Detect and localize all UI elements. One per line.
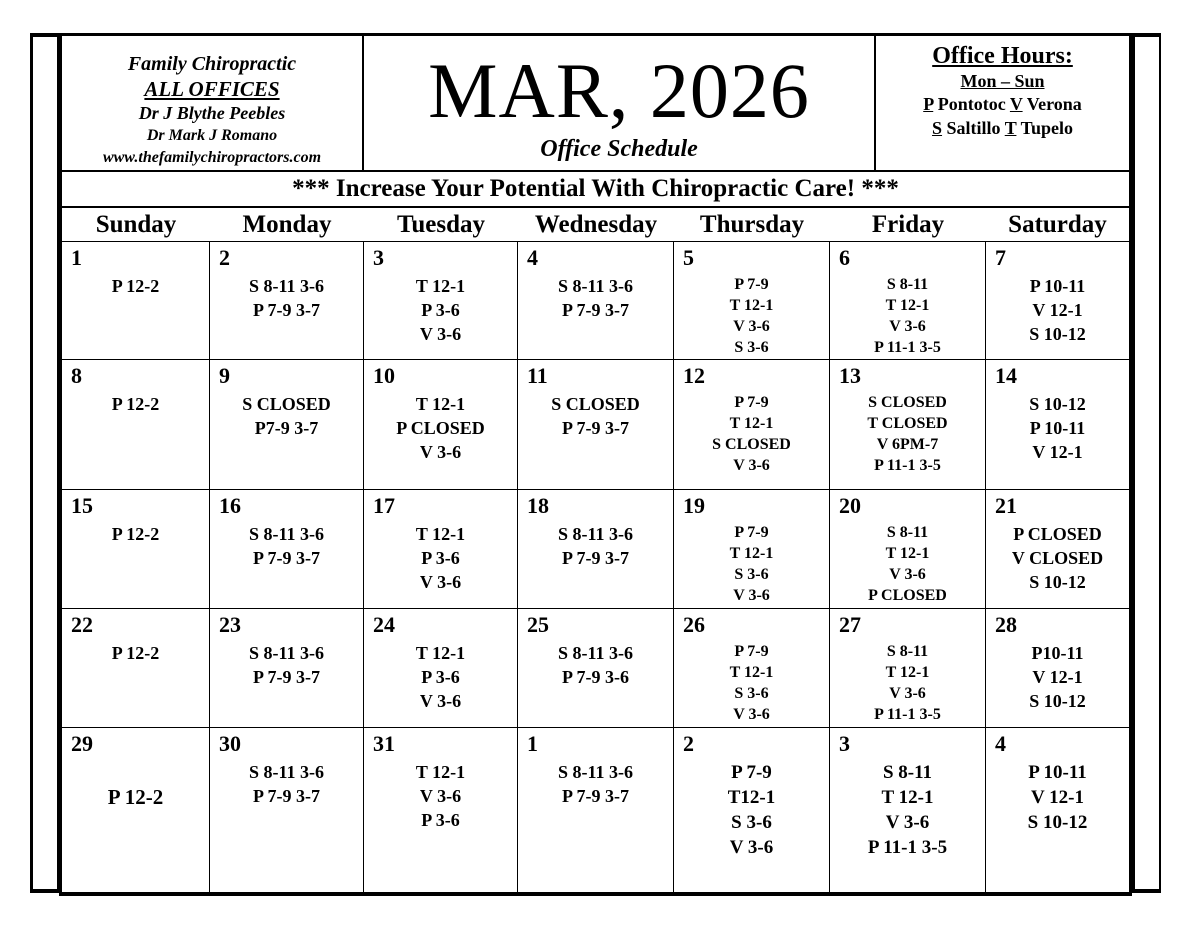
- schedule-entry: P 3-6: [421, 300, 460, 320]
- schedule-entry: V 3-6: [419, 324, 462, 344]
- day-number: 13: [839, 363, 861, 388]
- weekday-header: Thursday: [699, 211, 805, 238]
- schedule-entry: S 8-11 3-6: [557, 643, 633, 663]
- schedule-entry: T 12-1: [885, 545, 930, 562]
- day-number: 3: [839, 731, 850, 756]
- schedule-entry: P 7-9 3-7: [253, 667, 320, 687]
- day-cell: [364, 609, 518, 728]
- schedule-entry: V 6PM-7: [876, 436, 939, 453]
- legend-code: T: [1004, 118, 1017, 138]
- schedule-entry: P 7-9: [734, 394, 769, 411]
- schedule-entry: V 3-6: [729, 837, 774, 858]
- schedule-entry: T 12-1: [729, 545, 774, 562]
- slogan-banner: *** Increase Your Potential With Chiropractic Care! ***: [62, 172, 1129, 208]
- schedule-entry: V 3-6: [885, 812, 930, 833]
- schedule-lines: [830, 641, 985, 725]
- title-block: [364, 36, 874, 170]
- day-cell: [364, 360, 518, 490]
- schedule-entry: V 3-6: [889, 685, 926, 702]
- weekday-header: Monday: [242, 211, 332, 238]
- schedule-entry: P 11-1 3-5: [867, 837, 948, 858]
- schedule-lines: [674, 760, 829, 860]
- schedule-entry: P 7-9: [734, 276, 769, 293]
- day-number: 8: [71, 363, 82, 388]
- schedule-lines: [986, 392, 1129, 464]
- schedule-entry: S CLOSED: [712, 436, 791, 453]
- schedule-entry: P 11-1 3-5: [874, 457, 941, 474]
- calendar-grid: [62, 241, 1129, 893]
- schedule-lines: [210, 641, 363, 689]
- schedule-lines: [674, 274, 829, 358]
- schedule-entry: P 7-9 3-7: [562, 786, 629, 806]
- schedule-entry: P 3-6: [421, 667, 460, 687]
- day-number: 1: [527, 731, 538, 756]
- schedule-entry: V 3-6: [419, 442, 462, 462]
- weekday-header: Friday: [871, 211, 945, 238]
- schedule-entry: S 8-11 3-6: [557, 762, 633, 782]
- schedule-entry: S CLOSED: [551, 394, 640, 414]
- schedule-lines: [62, 522, 209, 546]
- schedule-entry: S 8-11 3-6: [557, 524, 633, 544]
- schedule-entry: P 11-1 3-5: [874, 706, 941, 723]
- schedule-lines: [830, 522, 985, 606]
- day-cell: [518, 728, 674, 893]
- day-cell: [986, 728, 1129, 893]
- schedule-entry: V 3-6: [419, 572, 462, 592]
- schedule-lines: [210, 392, 363, 440]
- schedule-lines: [210, 522, 363, 570]
- schedule-entry: P 7-9 3-6: [562, 667, 629, 687]
- schedule-entry: P 12-2: [111, 394, 160, 414]
- schedule-entry: P7-9 3-7: [254, 418, 319, 438]
- schedule-entry: P CLOSED: [396, 418, 485, 438]
- day-cell: [830, 609, 986, 728]
- schedule-lines: [986, 641, 1129, 713]
- schedule-entry: P 7-9 3-7: [253, 300, 320, 320]
- schedule-entry: P 7-9 3-7: [562, 548, 629, 568]
- legend-office: Pontotoc: [933, 94, 1010, 114]
- day-cell: [986, 490, 1129, 609]
- day-number: 3: [373, 245, 384, 270]
- day-number: 16: [219, 493, 241, 518]
- day-number: 18: [527, 493, 549, 518]
- day-number: 29: [71, 731, 93, 756]
- schedule-entry: T 12-1: [415, 643, 466, 663]
- schedule-entry: P 10-11: [1028, 762, 1087, 783]
- weekday-header: Tuesday: [396, 211, 485, 238]
- schedule-entry: T 12-1: [885, 297, 930, 314]
- schedule-entry: V 12-1: [1031, 787, 1084, 808]
- day-number: 15: [71, 493, 93, 518]
- schedule-lines: [62, 784, 209, 810]
- day-number: 14: [995, 363, 1017, 388]
- schedule-lines: [364, 641, 517, 713]
- day-cell: [518, 609, 674, 728]
- day-cell: [518, 490, 674, 609]
- schedule-entry: S 10-12: [1029, 324, 1086, 344]
- schedule-entry: S 8-11: [882, 762, 933, 783]
- day-number: 25: [527, 612, 549, 637]
- schedule-lines: [986, 760, 1129, 835]
- schedule-entry: S 8-11 3-6: [248, 643, 324, 663]
- day-cell: [674, 609, 830, 728]
- day-cell: [210, 609, 364, 728]
- schedule-entry: T 12-1: [415, 276, 466, 296]
- weekday-header: Wednesday: [534, 211, 658, 238]
- day-number: 24: [373, 612, 395, 637]
- day-number: 30: [219, 731, 241, 756]
- schedule-entry: S 10-12: [1029, 572, 1086, 592]
- schedule-entry: P 12-2: [111, 524, 160, 544]
- schedule-entry: P 7-9: [734, 643, 769, 660]
- schedule-lines: [830, 392, 985, 476]
- schedule-entry: T 12-1: [729, 415, 774, 432]
- schedule-lines: [518, 641, 673, 689]
- office-legend-2: [876, 116, 1129, 140]
- schedule-entry: S 8-11: [886, 276, 929, 293]
- schedule-lines: [674, 522, 829, 606]
- legend-office: Tupelo: [1016, 118, 1073, 138]
- schedule-entry: S 8-11 3-6: [248, 762, 324, 782]
- legend-code: S: [932, 118, 943, 138]
- schedule-entry: S 3-6: [731, 812, 772, 833]
- day-number: 10: [373, 363, 395, 388]
- day-number: 5: [683, 245, 694, 270]
- schedule-entry: P 7-9: [731, 762, 772, 783]
- schedule-entry: S 8-11 3-6: [557, 276, 633, 296]
- schedule-entry: S 10-12: [1027, 812, 1088, 833]
- doctor-1: Dr J Blythe Peebles: [138, 103, 286, 123]
- schedule-entry: V 12-1: [1032, 300, 1083, 320]
- day-number: 9: [219, 363, 230, 388]
- schedule-lines: [674, 392, 829, 476]
- doctor-2: Dr Mark J Romano: [146, 127, 278, 144]
- day-cell: [364, 241, 518, 360]
- schedule-entry: P CLOSED: [868, 587, 947, 604]
- schedule-entry: T 12-1: [415, 524, 466, 544]
- day-cell: [62, 241, 210, 360]
- schedule-entry: P 3-6: [421, 548, 460, 568]
- left-border-bar: [30, 33, 59, 893]
- day-cell: [62, 609, 210, 728]
- schedule-lines: [364, 760, 517, 832]
- legend-office: Verona: [1022, 94, 1082, 114]
- schedule-lines: [364, 274, 517, 346]
- schedule-lines: [364, 392, 517, 464]
- office-legend-1: [876, 92, 1129, 116]
- day-number: 21: [995, 493, 1017, 518]
- schedule-entry: P 12-2: [107, 785, 164, 809]
- schedule-entry: V CLOSED: [1011, 548, 1104, 568]
- schedule-entry: P 12-2: [111, 276, 160, 296]
- day-number: 2: [219, 245, 230, 270]
- schedule-entry: T 12-1: [729, 664, 774, 681]
- schedule-lines: [518, 760, 673, 808]
- schedule-lines: [986, 274, 1129, 346]
- schedule-entry: P 10-11: [1029, 418, 1086, 438]
- day-cell: [518, 241, 674, 360]
- schedule-lines: [62, 392, 209, 416]
- schedule-entry: P CLOSED: [1013, 524, 1102, 544]
- weekday-header: Sunday: [95, 211, 177, 238]
- schedule-entry: V 3-6: [733, 706, 770, 723]
- schedule-lines: [518, 392, 673, 440]
- day-cell: [986, 360, 1129, 490]
- schedule-lines: [830, 274, 985, 358]
- day-cell: [830, 241, 986, 360]
- legend-office: Saltillo: [942, 118, 1005, 138]
- day-cell: [62, 728, 210, 893]
- day-cell: [210, 728, 364, 893]
- day-number: 6: [839, 245, 850, 270]
- schedule-entry: V 12-1: [1032, 442, 1083, 462]
- offices-label: ALL OFFICES: [144, 77, 280, 101]
- page-title: MAR, 2026: [428, 47, 810, 134]
- schedule-entry: P 7-9: [734, 524, 769, 541]
- day-number: 17: [373, 493, 395, 518]
- legend-code: P: [923, 94, 934, 114]
- day-number: 7: [995, 245, 1006, 270]
- schedule-entry: V 3-6: [889, 566, 926, 583]
- schedule-lines: [210, 274, 363, 322]
- schedule-entry: T 12-1: [881, 787, 934, 808]
- schedule-lines: [830, 760, 985, 860]
- schedule-entry: P 7-9 3-7: [562, 418, 629, 438]
- day-number: 4: [527, 245, 538, 270]
- schedule-entry: T CLOSED: [867, 415, 948, 432]
- day-number: 19: [683, 493, 705, 518]
- schedule-entry: P 7-9 3-7: [562, 300, 629, 320]
- day-cell: [62, 360, 210, 490]
- day-number: 22: [71, 612, 93, 637]
- schedule-entry: T12-1: [727, 787, 776, 808]
- calendar-sheet: [59, 33, 1132, 896]
- schedule-entry: P 3-6: [421, 810, 460, 830]
- schedule-entry: S 3-6: [734, 685, 769, 702]
- legend-code: V: [1009, 94, 1023, 114]
- day-number: 12: [683, 363, 705, 388]
- schedule-entry: S 10-12: [1029, 394, 1086, 414]
- schedule-entry: S 8-11: [886, 524, 929, 541]
- schedule-entry: V 3-6: [419, 691, 462, 711]
- page-subtitle: Office Schedule: [540, 136, 698, 162]
- schedule-entry: S 10-12: [1029, 691, 1086, 711]
- schedule-lines: [986, 522, 1129, 594]
- schedule-entry: V 3-6: [733, 318, 770, 335]
- schedule-entry: S 8-11 3-6: [248, 524, 324, 544]
- day-number: 27: [839, 612, 861, 637]
- day-number: 1: [71, 245, 82, 270]
- day-cell: [518, 360, 674, 490]
- day-number: 26: [683, 612, 705, 637]
- schedule-entry: S CLOSED: [242, 394, 331, 414]
- schedule-entry: T 12-1: [415, 762, 466, 782]
- day-cell: [210, 241, 364, 360]
- practice-name: Family Chiropractic: [127, 53, 297, 75]
- schedule-entry: P 11-1 3-5: [874, 339, 941, 356]
- day-cell: [62, 490, 210, 609]
- day-cell: [674, 241, 830, 360]
- day-cell: [674, 490, 830, 609]
- practice-info: [62, 36, 364, 170]
- schedule-entry: P 7-9 3-7: [253, 786, 320, 806]
- schedule-entry: V 3-6: [733, 457, 770, 474]
- day-cell: [364, 490, 518, 609]
- day-cell: [986, 609, 1129, 728]
- day-number: 4: [995, 731, 1006, 756]
- day-cell: [210, 490, 364, 609]
- day-cell: [210, 360, 364, 490]
- header: [62, 36, 1129, 172]
- office-hours-title: Office Hours:: [932, 43, 1073, 69]
- day-cell: [986, 241, 1129, 360]
- schedule-entry: S CLOSED: [868, 394, 947, 411]
- schedule-entry: P 12-2: [111, 643, 160, 663]
- schedule-entry: V 12-1: [1032, 667, 1083, 687]
- schedule-entry: S 3-6: [734, 566, 769, 583]
- schedule-entry: P 7-9 3-7: [253, 548, 320, 568]
- schedule-lines: [364, 522, 517, 594]
- day-number: 11: [527, 363, 548, 388]
- schedule-entry: S 8-11 3-6: [248, 276, 324, 296]
- schedule-lines: [518, 274, 673, 322]
- right-border-bar: [1132, 33, 1161, 893]
- schedule-entry: V 3-6: [733, 587, 770, 604]
- schedule-entry: V 3-6: [419, 786, 462, 806]
- office-hours-days: Mon – Sun: [960, 71, 1045, 91]
- schedule-entry: T 12-1: [415, 394, 466, 414]
- schedule-lines: [62, 274, 209, 298]
- schedule-entry: P 10-11: [1029, 276, 1086, 296]
- schedule-entry: T 12-1: [885, 664, 930, 681]
- office-hours: [874, 36, 1129, 170]
- schedule-lines: [62, 641, 209, 665]
- weekday-header: Saturday: [1008, 211, 1107, 238]
- day-cell: [830, 728, 986, 893]
- day-cell: [830, 490, 986, 609]
- weekday-header-row: [62, 208, 1129, 241]
- schedule-lines: [674, 641, 829, 725]
- schedule-lines: [210, 760, 363, 808]
- day-number: 28: [995, 612, 1017, 637]
- schedule-entry: S 3-6: [734, 339, 769, 356]
- schedule-entry: T 12-1: [729, 297, 774, 314]
- day-number: 2: [683, 731, 694, 756]
- schedule-entry: V 3-6: [889, 318, 926, 335]
- day-number: 31: [373, 731, 395, 756]
- schedule-entry: P10-11: [1031, 643, 1084, 663]
- website-link[interactable]: www.thefamilychiropractors.com: [102, 149, 322, 166]
- day-number: 23: [219, 612, 241, 637]
- schedule-entry: S 8-11: [886, 643, 929, 660]
- day-cell: [674, 360, 830, 490]
- day-cell: [830, 360, 986, 490]
- day-cell: [364, 728, 518, 893]
- day-number: 20: [839, 493, 861, 518]
- schedule-lines: [518, 522, 673, 570]
- day-cell: [674, 728, 830, 893]
